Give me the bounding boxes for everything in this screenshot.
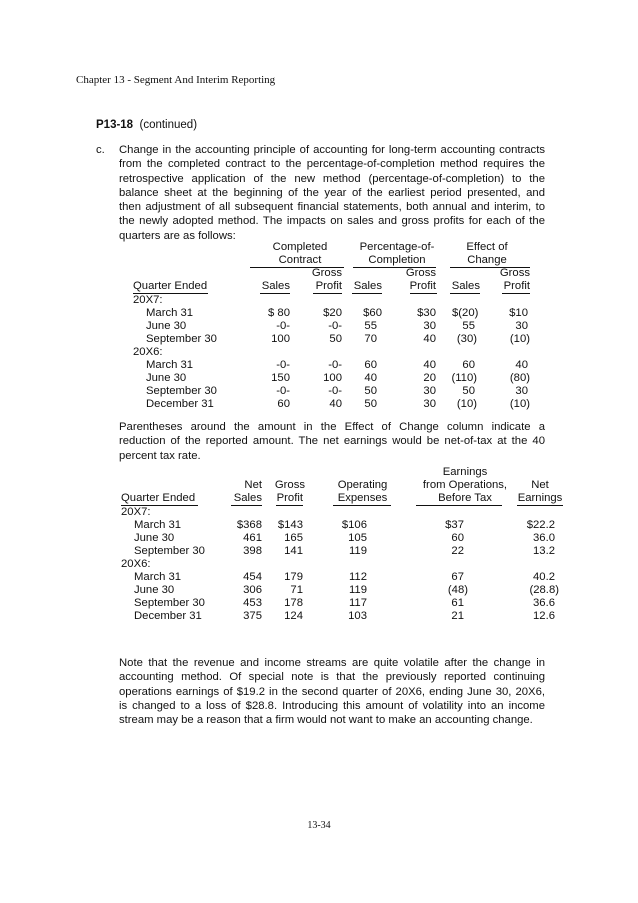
cell: 141 bbox=[284, 545, 303, 557]
cell: 105 bbox=[348, 532, 367, 544]
part-label: c. bbox=[96, 144, 105, 156]
row-quarter: June 30 bbox=[134, 532, 175, 544]
underline bbox=[260, 293, 290, 294]
cell: $143 bbox=[277, 519, 303, 531]
col-header-quarter: Quarter Ended bbox=[121, 492, 196, 504]
cell: (28.8) bbox=[529, 584, 559, 596]
col-header-gross-profit: Gross bbox=[274, 479, 305, 491]
chapter-header: Chapter 13 - Segment And Interim Reporting bbox=[76, 74, 276, 86]
cell: 60 bbox=[277, 398, 290, 410]
col-header-profit: Profit bbox=[409, 280, 436, 292]
cell: 178 bbox=[284, 597, 303, 609]
cell: 124 bbox=[284, 610, 303, 622]
cell: 117 bbox=[348, 597, 367, 609]
cell: 30 bbox=[423, 385, 436, 397]
cell: 50 bbox=[364, 385, 377, 397]
cell: -0- bbox=[328, 385, 342, 397]
paragraph-line: Change in the accounting principle of accounting for long-term accounting contracts bbox=[119, 144, 545, 156]
col-header-profit: Profit bbox=[503, 280, 530, 292]
cell: 150 bbox=[271, 372, 290, 384]
cell: $106 bbox=[341, 519, 367, 531]
row-quarter: March 31 bbox=[134, 571, 182, 583]
cell: -0- bbox=[328, 320, 342, 332]
group-header-percentage-2: Completion bbox=[368, 254, 426, 266]
row-quarter: March 31 bbox=[146, 307, 194, 319]
cell: 50 bbox=[329, 333, 342, 345]
underline bbox=[450, 293, 480, 294]
cell: 60 bbox=[462, 359, 475, 371]
underline bbox=[502, 293, 530, 294]
row-quarter: December 31 bbox=[146, 398, 214, 410]
col-header-operating: Operating bbox=[337, 479, 388, 491]
underline bbox=[352, 293, 382, 294]
cell: 119 bbox=[348, 545, 367, 557]
col-header-net-earnings: Net bbox=[531, 479, 549, 491]
cell: $(20) bbox=[452, 307, 479, 319]
paragraph-line: the newly adopted method. The impacts on sales and gross profits for each of the bbox=[119, 215, 545, 228]
group-header-effect-2: Change bbox=[467, 254, 507, 266]
cell: (30) bbox=[456, 333, 477, 345]
cell: (10) bbox=[509, 333, 530, 345]
col-header-quarter: Quarter Ended bbox=[133, 280, 208, 292]
col-header-profit: Profit bbox=[315, 280, 342, 292]
paragraph-line: Parentheses around the amount in the Effect of Change column indicate a bbox=[119, 421, 545, 433]
cell: 71 bbox=[290, 584, 303, 596]
problem-id: P13-18 bbox=[96, 119, 134, 131]
part-c-paragraph bbox=[119, 143, 545, 243]
cell: 67 bbox=[451, 571, 464, 583]
col-header-earnings-3: Before Tax bbox=[438, 492, 492, 504]
cell: 398 bbox=[243, 545, 262, 557]
underline bbox=[333, 505, 391, 506]
paragraph-line: is changed to a loss of $28.8. Introducing this amount of volatility into an income bbox=[119, 699, 545, 712]
col-header-gross-profit-2: Profit bbox=[276, 492, 303, 504]
cell: (48) bbox=[447, 584, 468, 596]
cell: 12.6 bbox=[533, 610, 555, 622]
cell: (80) bbox=[509, 372, 530, 384]
row-quarter: June 30 bbox=[146, 372, 187, 384]
cell: 40 bbox=[423, 333, 436, 345]
row-quarter: December 31 bbox=[134, 610, 202, 622]
cell: 55 bbox=[364, 320, 377, 332]
row-quarter: June 30 bbox=[134, 584, 175, 596]
col-header-sales: Sales bbox=[261, 280, 290, 292]
cell: 55 bbox=[462, 320, 475, 332]
underline bbox=[410, 293, 437, 294]
cell: $22.2 bbox=[526, 519, 555, 531]
cell: 40 bbox=[423, 359, 436, 371]
cell: $37 bbox=[445, 519, 464, 531]
cell: 60 bbox=[451, 532, 464, 544]
paragraph-line: operations earnings of $19.2 in the second quarter of 20X6, ending June 30, 20X6, bbox=[119, 685, 545, 698]
col-header-net-earnings-2: Earnings bbox=[517, 492, 563, 504]
cell: 375 bbox=[243, 610, 262, 622]
row-year: 20X6: bbox=[121, 558, 151, 570]
cell: 60 bbox=[364, 359, 377, 371]
problem-heading bbox=[96, 119, 197, 131]
cell: 36.0 bbox=[533, 532, 555, 544]
col-header-earnings-2: from Operations, bbox=[422, 479, 508, 491]
paragraph-line: stream may be a reason that a firm would not want to make an accounting change. bbox=[119, 714, 533, 727]
underline bbox=[276, 505, 303, 506]
cell: 306 bbox=[243, 584, 262, 596]
cell: 165 bbox=[284, 532, 303, 544]
row-quarter: September 30 bbox=[134, 545, 205, 557]
cell: 100 bbox=[271, 333, 290, 345]
underline bbox=[313, 293, 342, 294]
col-header-gross: Gross bbox=[405, 267, 436, 279]
cell: (10) bbox=[509, 398, 530, 410]
cell: 453 bbox=[243, 597, 262, 609]
cell: $20 bbox=[323, 307, 342, 319]
cell: 50 bbox=[364, 398, 377, 410]
page-number: 13-34 bbox=[307, 820, 331, 831]
group-header-completed: Completed bbox=[272, 241, 328, 253]
cell: 13.2 bbox=[533, 545, 555, 557]
group-header-completed-2: Contract bbox=[278, 254, 322, 266]
paragraph-line: reduction of the reported amount. The net earnings would be net-of-tax at the 40 bbox=[119, 435, 545, 448]
row-year: 20X7: bbox=[121, 506, 151, 518]
cell: 179 bbox=[284, 571, 303, 583]
cell: 112 bbox=[348, 571, 367, 583]
col-header-sales: Sales bbox=[451, 280, 480, 292]
cell: $368 bbox=[236, 519, 262, 531]
closing-paragraph bbox=[119, 656, 545, 727]
group-header-effect: Effect of bbox=[466, 241, 508, 253]
cell: 22 bbox=[451, 545, 464, 557]
paragraph-line: quarters are as follows: bbox=[119, 229, 236, 242]
group-header-percentage: Percentage-of- bbox=[359, 241, 435, 253]
paragraph-line: then adjustment of all subsequent financial statements, both annual and interim, to bbox=[119, 201, 545, 214]
underline bbox=[231, 505, 262, 506]
paragraph-line: accounting method. Of special note is that the previously reported continuing bbox=[119, 671, 545, 684]
cell: $ 80 bbox=[268, 307, 290, 319]
cell: 30 bbox=[423, 398, 436, 410]
col-header-sales: Sales bbox=[353, 280, 382, 292]
cell: -0- bbox=[276, 320, 290, 332]
col-header-net-sales-2: Sales bbox=[233, 492, 262, 504]
row-year: 20X7: bbox=[133, 294, 163, 306]
paragraph-line: percent tax rate. bbox=[119, 449, 201, 462]
cell: -0- bbox=[276, 359, 290, 371]
col-header-gross: Gross bbox=[499, 267, 530, 279]
cell: 61 bbox=[451, 597, 464, 609]
cell: 30 bbox=[515, 385, 528, 397]
row-quarter: March 31 bbox=[134, 519, 182, 531]
cell: 21 bbox=[451, 610, 464, 622]
cell: -0- bbox=[328, 359, 342, 371]
col-header-gross: Gross bbox=[311, 267, 342, 279]
cell: 119 bbox=[348, 584, 367, 596]
paragraph-line: retrospective application of the new method (percentage-of-completion) to the bbox=[119, 172, 545, 185]
col-header-operating-2: Expenses bbox=[337, 492, 388, 504]
cell: 70 bbox=[364, 333, 377, 345]
row-year: 20X6: bbox=[133, 346, 163, 358]
cell: 30 bbox=[423, 320, 436, 332]
row-quarter: September 30 bbox=[134, 597, 205, 609]
cell: 40 bbox=[515, 359, 528, 371]
paragraph-line: Note that the revenue and income streams are quite volatile after the change in bbox=[119, 657, 545, 669]
col-header-net-sales: Net bbox=[244, 479, 262, 491]
paragraph-line: balance sheet at the beginning of the year of the earliest period presented, and bbox=[119, 186, 545, 199]
middle-paragraph bbox=[119, 420, 545, 463]
cell: 20 bbox=[423, 372, 436, 384]
cell: $60 bbox=[363, 307, 382, 319]
row-quarter: September 30 bbox=[146, 333, 217, 345]
cell: (110) bbox=[451, 372, 477, 384]
row-quarter: June 30 bbox=[146, 320, 187, 332]
cell: (10) bbox=[456, 398, 477, 410]
cell: 30 bbox=[515, 320, 528, 332]
cell: 461 bbox=[243, 532, 262, 544]
paragraph-line: from the completed contract to the percentage-of-completion method requires the bbox=[119, 158, 545, 171]
cell: 103 bbox=[348, 610, 367, 622]
cell: 36.6 bbox=[533, 597, 555, 609]
row-quarter: March 31 bbox=[146, 359, 194, 371]
cell: 40 bbox=[329, 398, 342, 410]
col-header-earnings: Earnings bbox=[442, 466, 488, 478]
cell: 454 bbox=[243, 571, 262, 583]
cell: 100 bbox=[323, 372, 342, 384]
cell: $10 bbox=[509, 307, 528, 319]
cell: $30 bbox=[417, 307, 436, 319]
cell: 50 bbox=[462, 385, 475, 397]
underline bbox=[517, 505, 563, 506]
cell: 40 bbox=[364, 372, 377, 384]
problem-note: (continued) bbox=[139, 119, 198, 131]
underline bbox=[416, 505, 502, 506]
cell: -0- bbox=[276, 385, 290, 397]
row-quarter: September 30 bbox=[146, 385, 217, 397]
cell: 40.2 bbox=[533, 571, 555, 583]
